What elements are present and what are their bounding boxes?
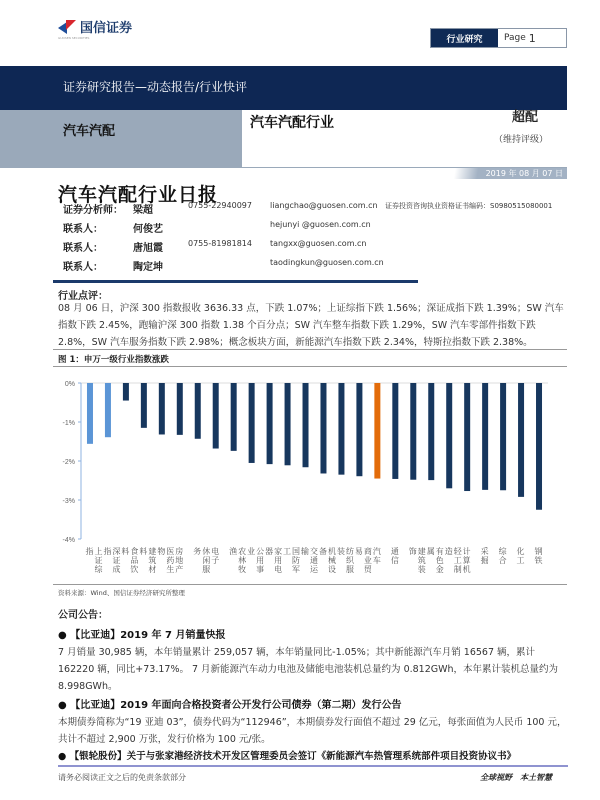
bar-采掘	[482, 383, 488, 490]
analyst-email[interactable]: hejunyi @guosen.com.cn	[270, 220, 371, 229]
analyst-role: 联系人：	[63, 224, 103, 235]
analyst-email[interactable]: liangchao@guosen.com.cn	[270, 201, 378, 210]
figure-source: 资料来源：Wind、国信证券经济研究所整理	[58, 589, 185, 597]
x-tick-label: 汽车	[372, 547, 382, 565]
y-tick-label: -3%	[62, 498, 75, 505]
bar-轻工制造	[446, 383, 452, 488]
bar-医药生物	[159, 383, 165, 434]
y-tick-label: -1%	[62, 420, 75, 427]
announcement-title-text: 【比亚迪】2019 年 7 月销量快报	[70, 630, 226, 641]
figure-title-rule	[53, 366, 567, 367]
x-tick-label: 商业贸易	[354, 547, 373, 574]
report-category-band: 证券研究报告—动态报告/行业快评	[0, 66, 567, 110]
bar-综合	[500, 383, 506, 490]
industry-name: 汽车汽配行业	[250, 115, 334, 131]
bar-纺织服装	[338, 383, 344, 475]
x-tick-label: 交通运输	[300, 547, 319, 574]
announcement-text: 7 月销量 30,985 辆，本年销量累计 259,057 辆，本年销量同比-1.05%；其中新能源汽车月销 16567 辆，累计 162220 辆，同比+73.17%。 7 月新能源汽车动力电池及储能电池装机总量约为 0.812GWh，本年累计装机总量约为 8.998GWh。	[58, 647, 559, 692]
analyst-row	[63, 201, 583, 219]
analyst-row	[63, 258, 583, 276]
x-tick-label: 计算机	[462, 547, 472, 574]
x-tick-label: 建筑装饰	[408, 547, 427, 574]
bar-有色金属	[428, 383, 434, 480]
x-tick-label: 农林牧渔	[228, 547, 247, 574]
logo-icon	[58, 20, 76, 34]
report-type-tag: 行业研究	[431, 29, 498, 47]
x-tick-label: 钢铁	[534, 547, 544, 565]
rating-note: （维持评级）	[494, 135, 549, 145]
x-tick-label: 建筑材料	[138, 547, 157, 574]
company-logo	[58, 17, 132, 36]
page-tag	[430, 28, 567, 48]
bar-家用电器	[267, 383, 273, 464]
analyst-row	[63, 239, 583, 257]
source-rule	[53, 584, 567, 585]
bar-上证综指	[87, 383, 93, 444]
x-tick-label: 医药生物	[156, 547, 175, 574]
x-tick-label: 机械设备	[318, 547, 337, 574]
y-tick-label: -4%	[62, 537, 75, 544]
page-title: 汽车汽配行业日报	[58, 184, 219, 206]
footer-disclaimer: 请务必阅读正文之后的免责条款部分	[58, 773, 186, 782]
x-tick-label: 食品饮料	[120, 547, 139, 574]
analyst-role: 联系人：	[63, 262, 103, 273]
bar-公用事业	[249, 383, 255, 463]
analyst-name: 唐旭霞	[133, 243, 163, 254]
bar-商业贸易	[356, 383, 362, 476]
y-tick-label: -2%	[62, 459, 75, 466]
analyst-phone: 0755-81981814	[188, 239, 252, 248]
page-num: 1	[528, 31, 536, 45]
x-tick-label: 房地产	[174, 547, 184, 574]
x-tick-label: 化工	[516, 547, 526, 565]
bar-休闲服务	[195, 383, 201, 439]
industry-index-chart	[40, 370, 567, 580]
x-tick-label: 有色金属	[426, 547, 445, 574]
analyst-email[interactable]: taodingkun@guosen.com.cn	[270, 258, 384, 267]
page-label: Page	[504, 33, 526, 43]
x-tick-label: 电子	[210, 547, 220, 565]
report-date: 2019 年 08 月 07 日	[440, 168, 567, 179]
bar-钢铁	[536, 383, 542, 510]
logo-text: 国信证券	[80, 21, 133, 36]
x-tick-label: 采掘	[480, 547, 490, 565]
review-text: 08 月 06 日，沪深 300 指数报收 3636.33 点，下跌 1.07%；上证综指下跌 1.56%；深证成指下跌 1.39%；SW 汽车指数下跌 2.45%，跑输沪深 300 指数 1.38 个百分点；SW 汽车整车指数下跌 1.29%，SW 汽车零部件指数下跌 2.8%，SW 汽车服务指数下跌 2.98%；概念板块方面，新能源汽车指数下跌 2.34%，特斯拉指数下跌 2.38%。	[58, 303, 564, 348]
bar-建筑装饰	[410, 383, 416, 480]
analyst-name: 梁超	[133, 205, 153, 216]
announcement-title: ● 【银轮股份】关于与张家港经济技术开发区管理委员会签订《新能源汽车热管理系统部件项目投资协议书》	[58, 751, 517, 762]
review-heading: 行业点评：	[58, 291, 108, 302]
bar-农林牧渔	[231, 383, 237, 451]
bar-电子	[213, 383, 219, 449]
announcement-title-text: 【比亚迪】2019 年面向合格投资者公开发行公司债券（第二期）发行公告	[70, 700, 402, 711]
x-tick-label: 纺织服装	[336, 547, 355, 574]
announcements-heading: 公司公告：	[58, 610, 108, 621]
analyst-name: 陶定坤	[133, 262, 163, 273]
analyst-email[interactable]: tangxx@guosen.com.cn	[270, 239, 367, 248]
announcement-title: ● 【比亚迪】2019 年面向合格投资者公开发行公司债券（第二期）发行公告	[58, 700, 402, 711]
x-tick-label: 休闲服务	[192, 547, 211, 574]
rating: 超配	[512, 110, 539, 125]
analyst-name: 何俊艺	[133, 224, 163, 235]
x-tick-label: 上证综指	[84, 547, 103, 574]
bar-汽车	[374, 383, 380, 479]
x-tick-label: 深证成指	[102, 547, 121, 574]
x-tick-label: 国防军工	[282, 547, 301, 574]
logo-subtext: GUOSEN SECURITIES	[58, 36, 90, 40]
bar-机械设备	[320, 383, 326, 473]
analyst-role: 联系人：	[63, 243, 103, 254]
figure-title: 图 1：申万一级行业指数涨跌	[58, 355, 169, 365]
analyst-cert: 证券投资咨询执业资格证书编码：S0980515080001	[385, 202, 553, 210]
divider	[53, 280, 418, 283]
announcement-title-text: 【银轮股份】关于与张家港经济技术开发区管理委员会签订《新能源汽车热管理系统部件项目投资协议书》	[69, 751, 517, 762]
figure-top-rule	[53, 349, 567, 350]
bar-深证成指	[105, 383, 111, 437]
analyst-role: 证券分析师：	[63, 205, 123, 216]
bar-房地产	[177, 383, 183, 435]
bar-通信	[392, 383, 398, 479]
page-number	[498, 29, 536, 47]
sector-label: 汽车汽配	[0, 110, 242, 168]
footer-slogan: 全球视野 本土智慧	[480, 773, 552, 782]
bar-化工	[518, 383, 524, 497]
x-tick-label: 轻工制造	[444, 547, 463, 574]
bar-国防军工	[285, 383, 291, 465]
bar-计算机	[464, 383, 470, 491]
bar-交通运输	[303, 383, 309, 467]
x-tick-label: 家用电器	[264, 547, 283, 574]
analyst-phone: 0755-22940097	[188, 201, 252, 210]
x-tick-label: 综合	[498, 547, 508, 565]
y-tick-label: 0%	[64, 381, 75, 388]
bar-食品饮料	[123, 383, 129, 401]
announcement-title: ● 【比亚迪】2019 年 7 月销量快报	[58, 630, 226, 641]
footer-rule	[58, 765, 568, 767]
bar-建筑材料	[141, 383, 147, 428]
analyst-row	[63, 220, 583, 238]
x-tick-label: 公用事业	[246, 547, 265, 574]
x-tick-label: 通信	[390, 547, 400, 565]
announcement-text: 本期债券简称为“19 亚迪 03”，债券代码为“112946”，本期债券发行面值不超过 29 亿元，每张面值为人民币 100 元，共计不超过 2,900 万张，发行价格为 100 元/张。	[58, 717, 567, 745]
